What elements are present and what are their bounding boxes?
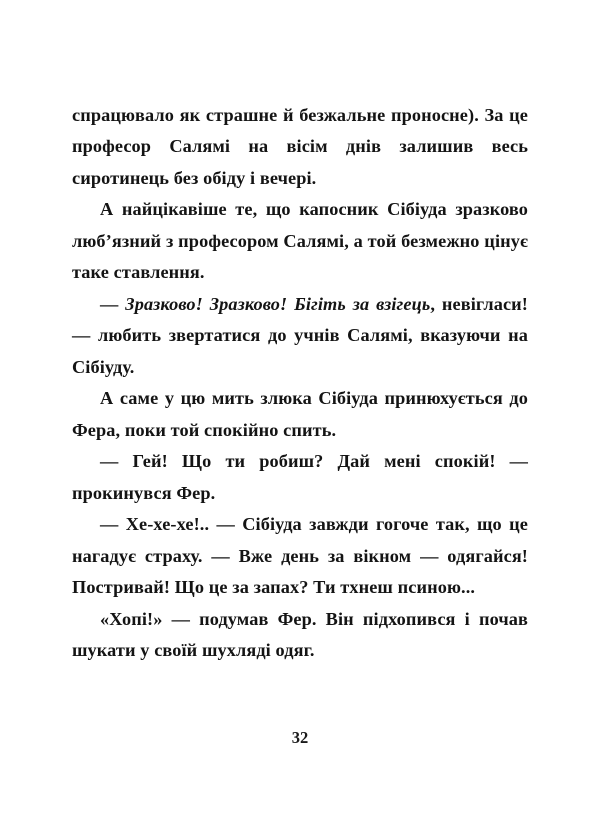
text-run: — Хе-хе-хе!.. — Сібіуда завжди гогоче так, що це нагадує страху. — Вже день за вікном — одягайся! Постривай! Що це за запах? Ти тхнеш псиною... [72,514,528,598]
text-run: «Хопі!» — подумав Фер. Він підхопився і почав шукати у своїй шухляді одяг. [72,608,528,660]
text-run: — Гей! Що ти робиш? Дай мені спокій! — прокинувся Фер. [72,451,528,503]
para-continuation [72,100,528,194]
text-run: спрацювало як страшне й безжальне проносне). За це професор Салямі на вісім днів залишив весь сиротинець без обіду і вечері. [72,105,528,188]
page-body [72,100,528,666]
para-sibiuda-polite [72,194,528,288]
para-hopp [72,604,528,667]
para-dialogue-hey [72,446,528,509]
text-run: А найцікавіше те, що капосник Сібіуда зразково люб’язний з професором Салямі, а той безмежно цінує таке ставлення. [72,199,528,283]
emphasized-text: Зразково! Зразково! Бігіть за взігець [125,293,431,314]
text-run: А саме у цю мить злюка Сібіуда принюхується до Фера, поки той спокійно спить. [72,388,528,440]
page-number: 32 [291,728,309,747]
text-run: , невігласи! — любить звертатися до учнів Салямі, вказуючи на Сібіуду. [72,293,528,377]
text-run: — [100,293,126,314]
para-dialogue-zrazkovo [72,289,528,383]
para-dialogue-hehe [72,509,528,603]
para-sniffing [72,383,528,446]
